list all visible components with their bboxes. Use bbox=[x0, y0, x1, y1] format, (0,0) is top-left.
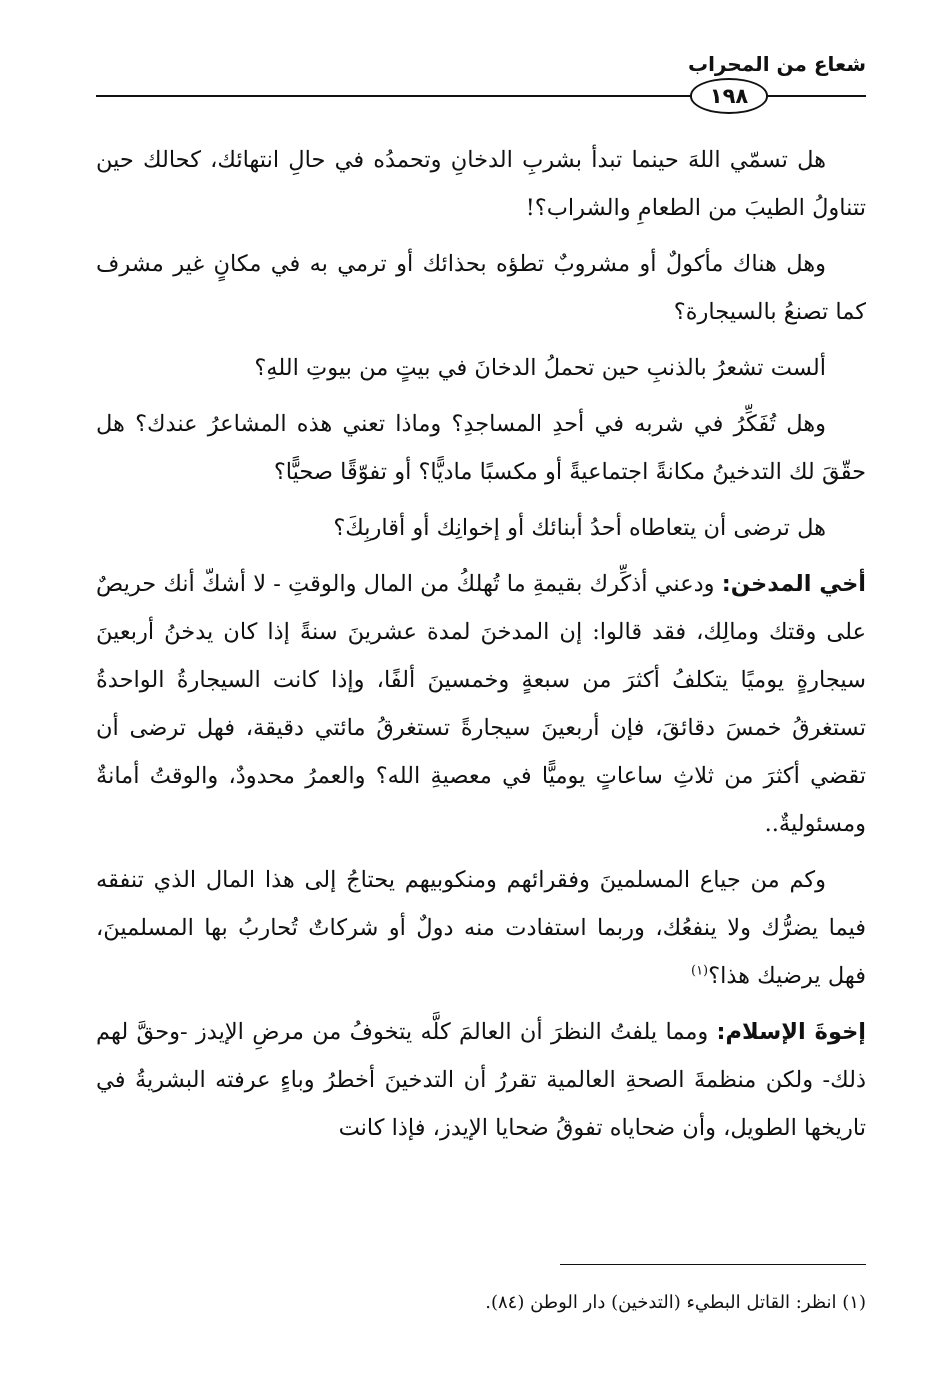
paragraph-8 bbox=[96, 1008, 866, 1152]
paragraph-text: ودعني أذكِّرك بقيمةِ ما تُهلكُ من المال والوقتِ - لا أشكّ أنك حريصٌ على وقتك ومالِك، فقد قالوا: إن المدخنَ لمدة عشرينَ سنةً إذا كان يدخنُ أربعينَ سيجارةٍ يوميًا يتكلفُ أكثرَ من سبعةٍ وخمسينَ ألفًا، وإذا كانت السيجارةُ الواحدةُ تستغرقُ خمسَ دقائقَ، فإن أربعينَ سيجارةً تستغرقُ مائتي دقيقة، فهل ترضى أن تقضي أكثرَ من ثلاثِ ساعاتٍ يوميًّا في معصيةِ الله؟ والعمرُ محدودٌ، والوقتُ أمانةٌ ومسئوليةٌ.. bbox=[96, 571, 866, 837]
paragraph-text: ألست تشعرُ بالذنبِ حين تحملُ الدخانَ في بيتٍ من بيوتِ اللهِ؟ bbox=[254, 355, 826, 381]
paragraph-text: ومما يلفتُ النظرَ أن العالمَ كلَّه يتخوفُ من مرضِ الإيدز -وحقَّ لهم ذلك- ولكن منظمةَ الصحةِ العالمية تقررُ أن التدخينَ أخطرُ وباءٍ عرفته البشريةُ في تاريخها الطويل، وأن ضحاياه تفوقُ ضحايا الإيدز، فإذا كانت bbox=[96, 1019, 866, 1141]
paragraph-lead: أخي المدخن: bbox=[721, 571, 866, 597]
paragraph-7 bbox=[96, 856, 866, 1000]
paragraph-5 bbox=[96, 504, 866, 552]
paragraph-2 bbox=[96, 240, 866, 336]
footnote: (١) انظر: القاتل البطيء (التدخين) دار الوطن (٨٤). bbox=[485, 1292, 866, 1313]
paragraph-lead: إخوةَ الإسلام: bbox=[716, 1019, 866, 1045]
page-number: ١٩٨ bbox=[690, 78, 768, 114]
paragraph-text: وهل هناك مأكولٌ أو مشروبٌ تطؤه بحذائك أو ترمي به في مكانٍ غير مشرف كما تصنعُ بالسيجارة؟ bbox=[96, 251, 866, 325]
paragraph-text: هل تسمّي اللهَ حينما تبدأ بشربِ الدخانِ وتحمدُه في حالِ انتهائك، كحالك حين تتناولُ الطيبَ من الطعامِ والشراب؟! bbox=[96, 147, 866, 221]
page-header bbox=[96, 40, 866, 120]
running-title: شعاع من المحراب bbox=[687, 52, 866, 76]
paragraph-text: هل ترضى أن يتعاطاه أحدُ أبنائك أو إخوانِك أو أقاربِكَ؟ bbox=[333, 515, 826, 541]
paragraph-3 bbox=[96, 344, 866, 392]
footnote-rule bbox=[560, 1264, 866, 1265]
paragraph-text: وهل تُفَكِّرُ في شربه في أحدِ المساجدِ؟ وماذا تعني هذه المشاعرُ عندك؟ هل حقّقَ لك التدخينُ مكانةً اجتماعيةً أو مكسبًا ماديًّا؟ أو تفوّقًا صحيًّا؟ bbox=[96, 411, 866, 485]
paragraph-6 bbox=[96, 560, 866, 848]
paragraph-text: وكم من جياع المسلمينَ وفقرائهم ومنكوبيهم يحتاجُ إلى هذا المال الذي تنفقه فيما يضرُّك ولا ينفعُك، وربما استفادت منه دولٌ أو شركاتٌ تُحاربُ بها المسلمينَ، فهل يرضيك هذا؟ bbox=[96, 867, 866, 989]
footnote-reference: (١) bbox=[690, 963, 709, 979]
paragraph-1 bbox=[96, 136, 866, 232]
paragraph-4 bbox=[96, 400, 866, 496]
body-text bbox=[96, 136, 866, 1160]
